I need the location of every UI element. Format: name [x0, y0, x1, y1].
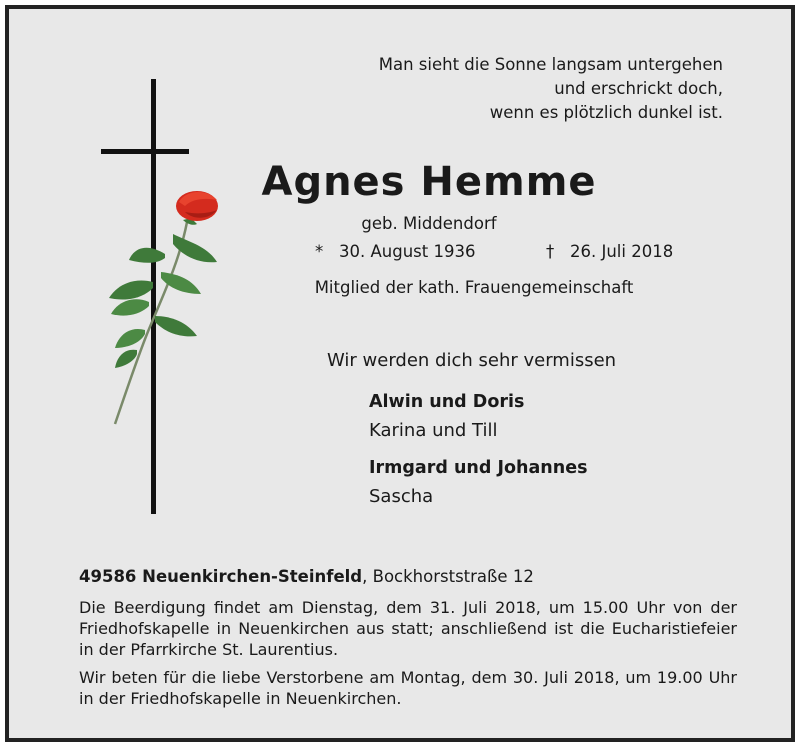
prayer-announcement: Wir beten für die liebe Verstorbene am Montag, dem 30. Juli 2018, um 19.00 Uhr in der Friedhofskapelle in Neuenkirchen. — [79, 668, 737, 708]
family-primary: Alwin und Doris — [369, 392, 525, 412]
family-primary: Irmgard und Johannes — [369, 458, 588, 478]
quote-line: wenn es plötzlich dunkel ist. — [489, 103, 723, 122]
family-secondary: Karina und Till — [369, 420, 498, 441]
deceased-name: Agnes Hemme — [261, 159, 597, 205]
quote-line: Man sieht die Sonne langsam untergehen — [378, 55, 723, 74]
family-secondary: Sascha — [369, 486, 434, 507]
mourning-intro: Wir werden dich sehr vermissen — [327, 350, 617, 371]
address-locality: 49586 Neuenkirchen-Steinfeld — [79, 567, 363, 586]
birth-date: 30. August 1936 — [339, 242, 476, 261]
address-street: Bockhorststraße 12 — [372, 567, 534, 586]
birth-name: geb. Middendorf — [361, 214, 497, 233]
death-date: 26. Juli 2018 — [570, 242, 674, 261]
birth-icon: * — [315, 242, 324, 261]
funeral-announcement: Die Beerdigung findet am Dienstag, dem 31. Juli 2018, um 15.00 Uhr von der Friedhofskapelle in Neuenkirchen aus statt; anschließend ist die Eucharistiefeier in der Pfarrkirche St. Laurentius. — [79, 598, 737, 659]
quote-line: und erschrickt doch, — [554, 79, 723, 98]
address-separator: , — [362, 567, 368, 586]
obituary-card — [5, 5, 795, 742]
birth-date-line — [315, 242, 475, 261]
death-icon: † — [546, 242, 555, 261]
death-date-line — [546, 242, 673, 261]
cross-icon-bar — [101, 149, 189, 154]
rose-icon — [89, 184, 229, 434]
memorial-quote — [303, 53, 723, 125]
membership: Mitglied der kath. Frauengemeinschaft — [314, 278, 634, 297]
address-line — [79, 567, 534, 586]
